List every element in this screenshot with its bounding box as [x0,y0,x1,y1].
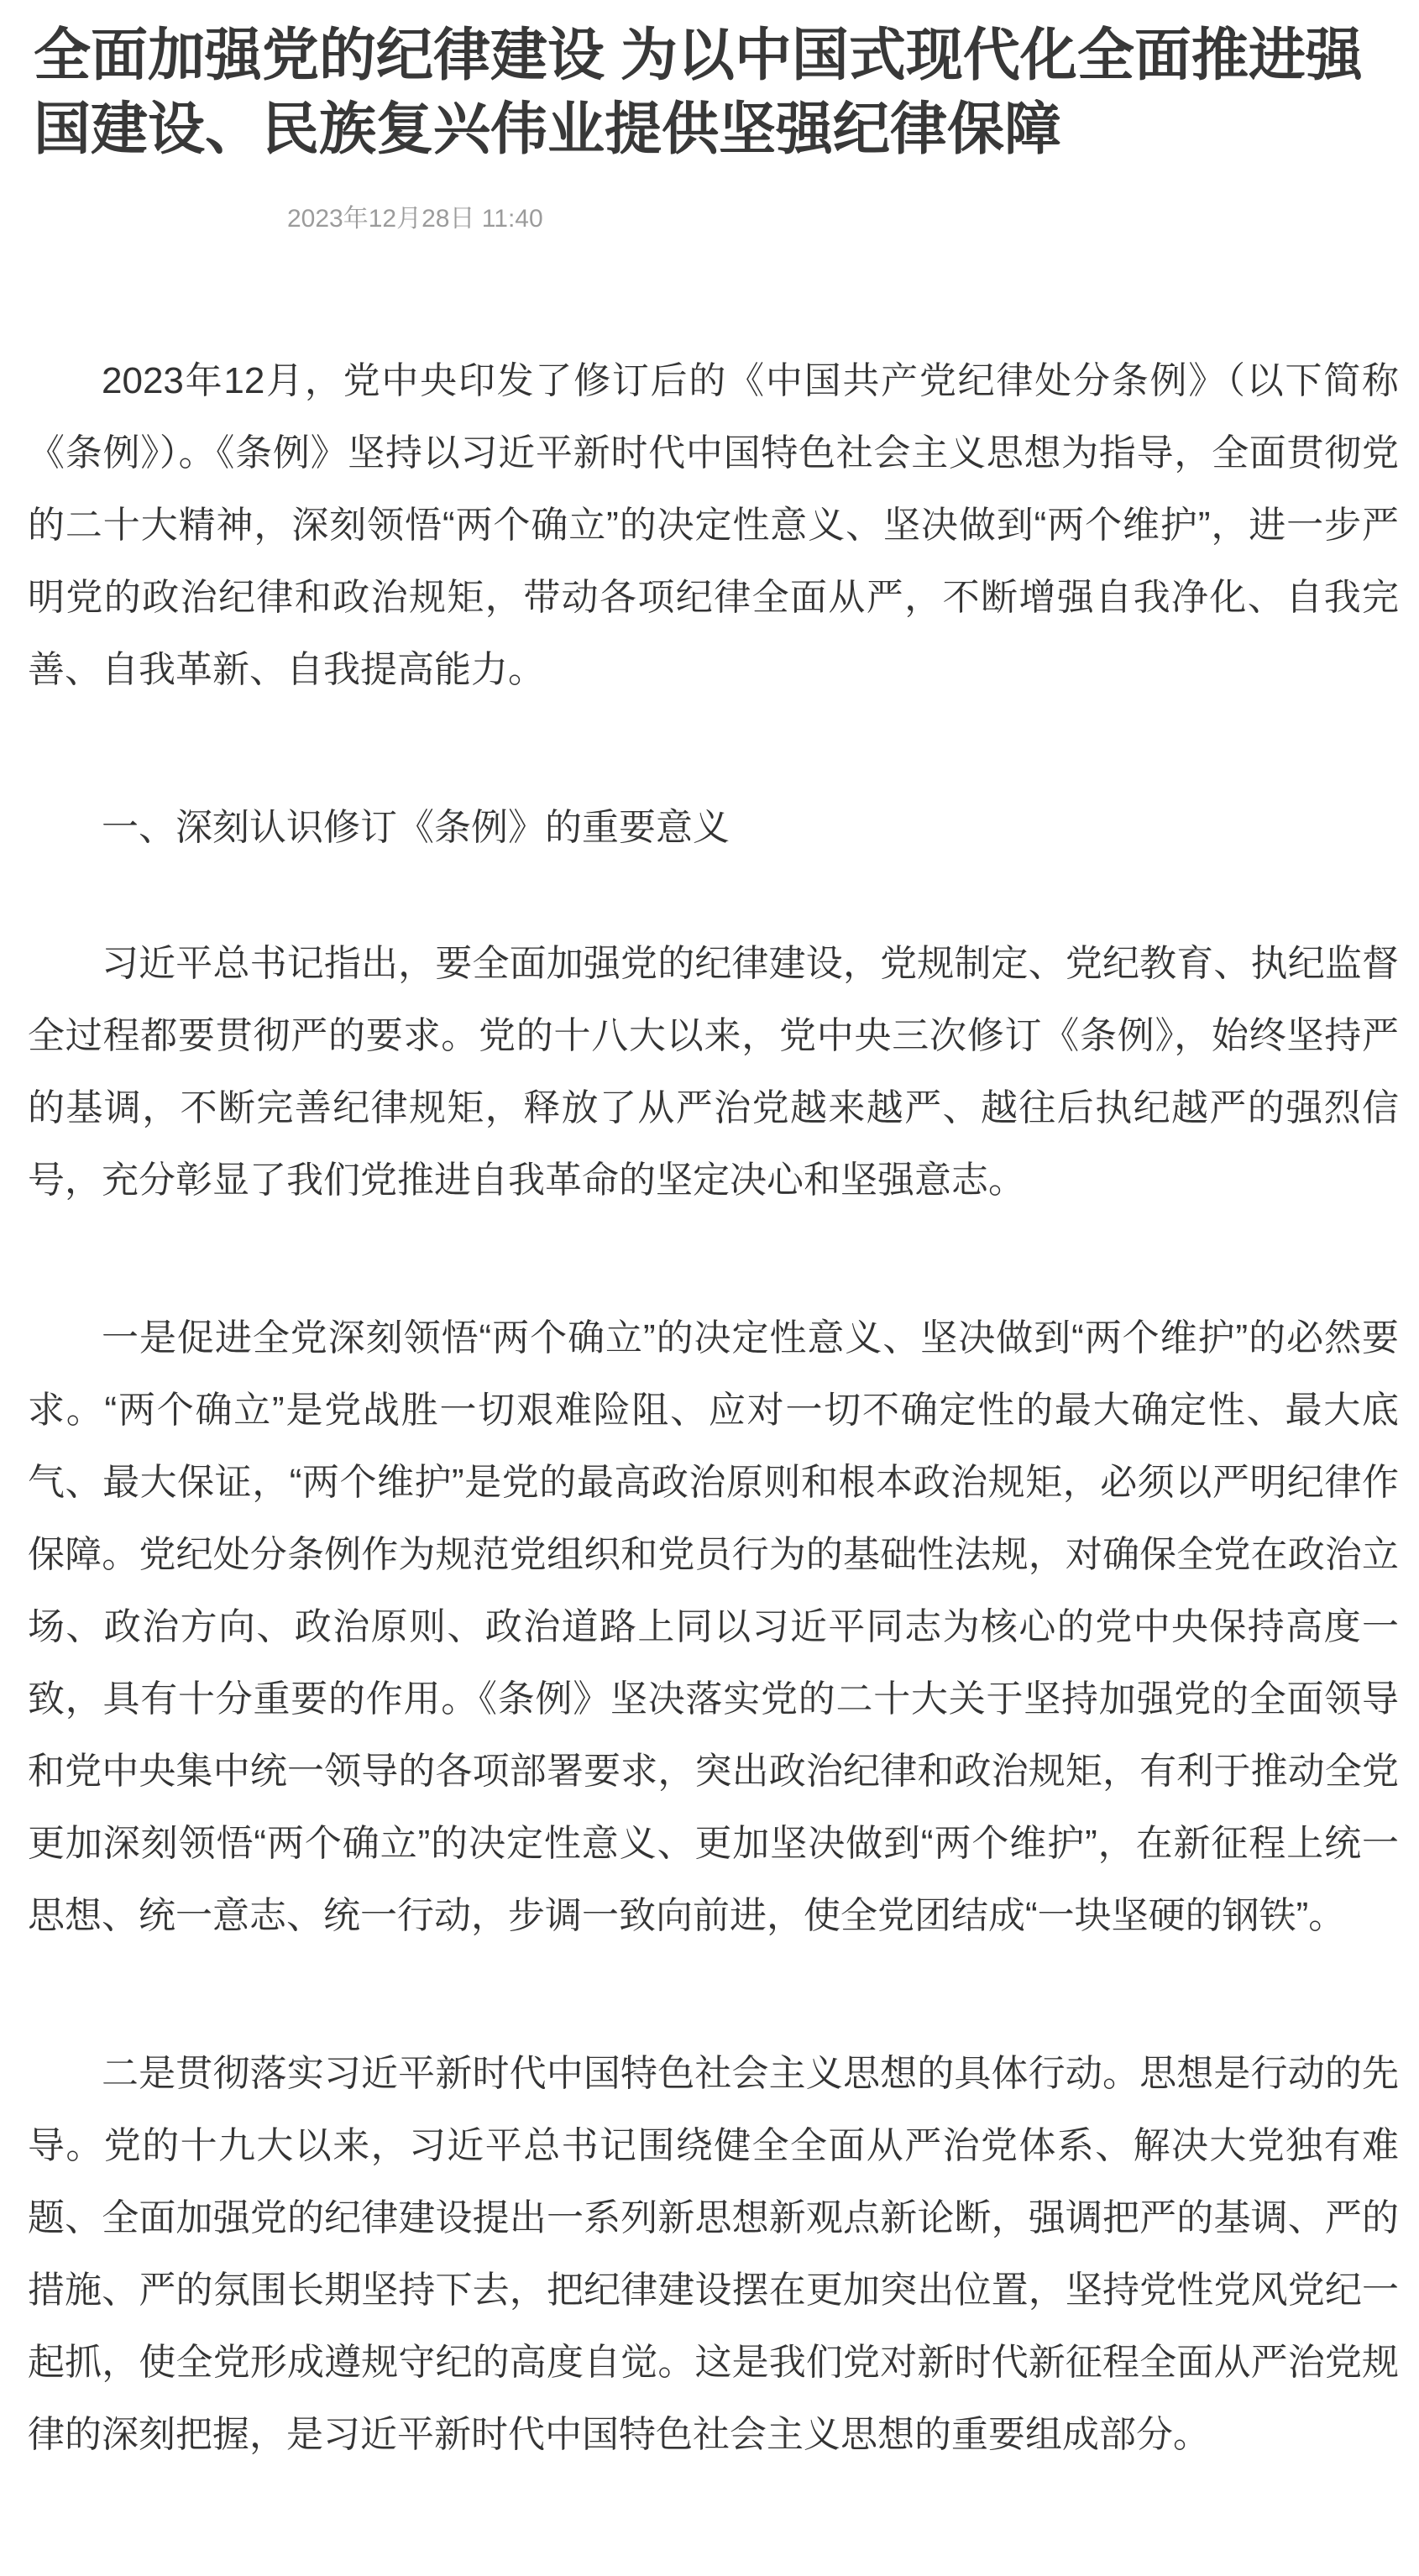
paragraph-section1-overview: 习近平总书记指出，要全面加强党的纪律建设，党规制定、党纪教育、执纪监督全过程都要贯彻严的要求。党的十八大以来，党中央三次修订《条例》，始终坚持严的基调，不断完善纪律规矩，释放了从严治党越来越严、越往后执纪越严的强烈信号，充分彰显了我们党推进自我革命的坚定决心和坚强意志。 [28,942,1399,1201]
article-title: 全面加强党的纪律建设 为以中国式现代化全面推进强国建设、民族复兴伟业提供坚强纪律保障 [34,24,1363,162]
paragraph-point-2: 二是贯彻落实习近平新时代中国特色社会主义思想的具体行动。思想是行动的先导。党的十九大以来，习近平总书记围绕健全全面从严治党体系、解决大党独有难题、全面加强党的纪律建设提出一系列新思想新观点新论断，强调把严的基调、严的措施、严的氛围长期坚持下去，把纪律建设摆在更加突出位置，坚持党性党风党纪一起抓，使全党形成遵规守纪的高度自觉。这是我们党对新时代新征程全面从严治党规律的深刻把握，是习近平新时代中国特色社会主义思想的重要组成部分。 [28,2052,1399,2455]
paragraph-intro: 2023年12月，党中央印发了修订后的《中国共产党纪律处分条例》（以下简称《条例》）。《条例》坚持以习近平新时代中国特色社会主义思想为指导，全面贯彻党的二十大精神，深刻领悟“两个确立”的决定性意义、坚决做到“两个维护”，进一步严明党的政治纪律和政治规矩，带动各项纪律全面从严，不断增强自我净化、自我完善、自我革新、自我提高能力。 [28,359,1399,690]
paragraph-point-1: 一是促进全党深刻领悟“两个确立”的决定性意义、坚决做到“两个维护”的必然要求。“两个确立”是党战胜一切艰难险阻、应对一切不确定性的最大确定性、最大底气、最大保证，“两个维护”是党的最高政治原则和根本政治规矩，必须以严明纪律作保障。党纪处分条例作为规范党组织和党员行为的基础性法规，对确保全党在政治立场、政治方向、政治原则、政治道路上同以习近平同志为核心的党中央保持高度一致，具有十分重要的作用。《条例》坚决落实党的二十大关于坚持加强党的全面领导和党中央集中统一领导的各项部署要求，突出政治纪律和政治规矩，有利于推动全党更加深刻领悟“两个确立”的决定性意义、更加坚决做到“两个维护”，在新征程上统一思想、统一意志、统一行动，步调一致向前进，使全党团结成“一块坚硬的钢铁”。 [28,1317,1399,1936]
section-heading-1: 一、深刻认识修订《条例》的重要意义 [102,806,730,848]
publish-date: 2023年12月28日 11:40 [287,204,543,233]
